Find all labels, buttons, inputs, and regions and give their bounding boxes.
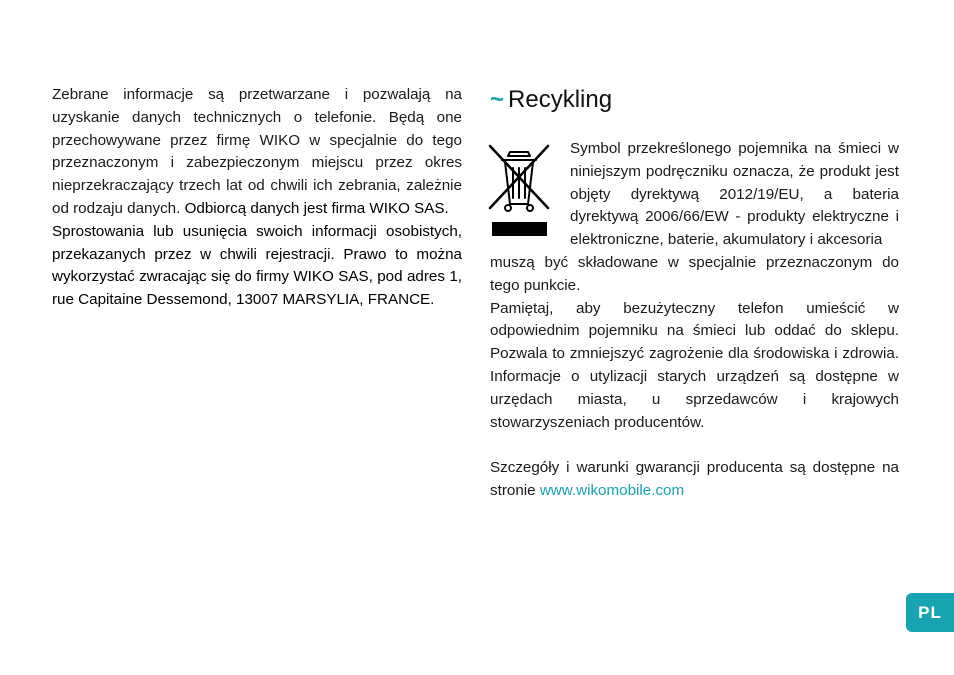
recycling-intro-continued: muszą być składowane w specjalnie przeznaczonym do tego punkcie. bbox=[490, 253, 899, 294]
rights-paragraph: Sprostowania lub usunięcia swoich informacji osobistych, przekazanych przez w chwili rejestracji. Prawo to można wykorzystać zwracając się do firmy WIKO SAS, pod adres 1, rue Capitaine Dessemond, 13007 MARSYLIA, FRANCE. bbox=[52, 222, 462, 309]
warranty-text: Szczegóły i warunki gwarancji producenta są dostępne na stronie bbox=[490, 459, 899, 499]
website-link[interactable]: www.wikomobile.com bbox=[539, 481, 685, 499]
heading-text: Recykling bbox=[508, 86, 613, 113]
data-processing-text: Zebrane informacje są przetwarzane i pozwalają na uzyskanie danych technicznych o telefonie. Będą one przechowywane przez firmę WIKO w specjalnie do tego przeznaczonym i zabezpieczonym miejscu przez okres nieprzekraczający trzech lat od chwili ich zebrania, zależnie od rodzaju danych. bbox=[52, 86, 462, 217]
disposal-paragraph: Pamiętaj, aby bezużyteczny telefon umieścić w odpowiednim pojemniku na śmieci lub oddać do sklepu. Pozwala to zmniejszyć zagrożenie dla środowiska i zdrowia. Informacje o utylizacji starych urządzeń są dostępne w urzędach miasta, u sprzedawców i krajowych stowarzyszeniach producentów. bbox=[490, 299, 899, 431]
data-processing-paragraph bbox=[52, 84, 462, 221]
data-recipient-text: Odbiorcą danych jest firma WIKO SAS. bbox=[184, 199, 449, 217]
recycling-body bbox=[490, 138, 899, 503]
recycling-intro: Symbol przekreślonego pojemnika na śmieci w niniejszym podręczniku oznacza, że produkt jest objęty dyrektywą 2012/19/EU, a bateria dyrektywą 2006/66/EW - produkty elektryczne i elektroniczne, baterie, akumulatory i akcesoria bbox=[570, 140, 899, 249]
spacer bbox=[490, 434, 899, 457]
heading-tilde: ~ bbox=[490, 86, 505, 113]
warranty-paragraph bbox=[490, 457, 899, 503]
left-column bbox=[52, 84, 462, 312]
section-heading bbox=[490, 84, 612, 116]
language-badge: PL bbox=[906, 593, 954, 632]
